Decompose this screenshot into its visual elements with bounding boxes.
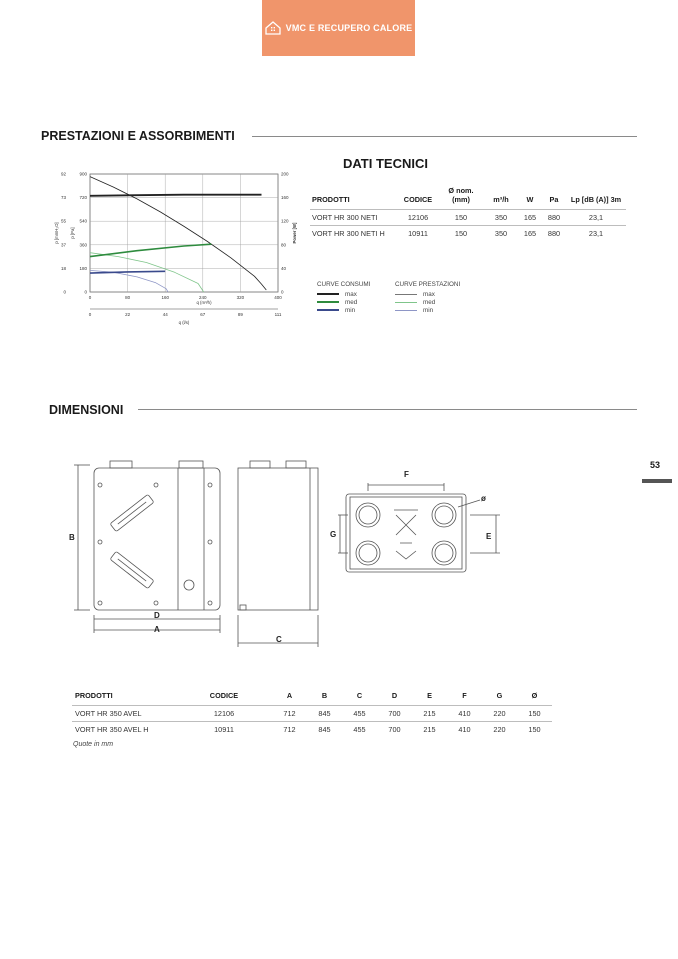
- y-tick-label: 180: [79, 265, 87, 271]
- x-tick-label: 240: [199, 295, 207, 300]
- y-tick-label: 0: [84, 289, 87, 295]
- x2-tick-label: 67: [200, 312, 206, 317]
- y-right-tick-label: 160: [281, 195, 289, 201]
- legend-item: max: [395, 290, 460, 298]
- table-header: D: [391, 691, 398, 700]
- x2-tick-label: 22: [125, 312, 131, 317]
- logo-mark: [184, 580, 194, 590]
- table-header-row: [72, 688, 552, 706]
- y-right-tick-label: 80: [281, 242, 287, 248]
- table-header: A: [286, 691, 293, 700]
- table-row: VORT HR 300 NETI 12106 150 350 165 880 23,1: [310, 210, 626, 226]
- table-header: m³/h: [493, 195, 509, 204]
- dim-label-phi: ø: [481, 494, 486, 503]
- y2-tick-label: 92: [60, 171, 66, 177]
- dim-label-a: A: [154, 625, 160, 634]
- dim-label-d: D: [154, 611, 160, 620]
- dimensions-title-rule: [138, 409, 637, 410]
- table-header-row: [310, 183, 626, 210]
- y-right-tick-label: 0: [281, 289, 284, 295]
- table-row: VORT HR 300 NETI H 10911 150 350 165 880 23,1: [310, 226, 626, 242]
- legend-item: min: [317, 306, 370, 314]
- dati-tecnici-table: [310, 183, 626, 241]
- x2-tick-label: 44: [162, 312, 168, 317]
- dim-label-f: F: [404, 470, 409, 479]
- y2-tick-label: 0: [63, 289, 66, 295]
- table-header: PRODOTTI: [312, 195, 350, 204]
- legend-item: med: [395, 298, 460, 306]
- top-view-body: [346, 494, 466, 572]
- legend-prestazioni: [395, 281, 460, 314]
- table-header: CODICE: [209, 691, 239, 700]
- table-header: Lp [dB (A)] 3m: [570, 195, 622, 204]
- series-line-max-power: [90, 195, 262, 196]
- table-header: Pa: [549, 195, 559, 204]
- table-header: W: [526, 195, 534, 204]
- legend-item: min: [395, 306, 460, 314]
- plot-frame: [90, 174, 278, 292]
- y-tick-label: 360: [79, 242, 87, 248]
- legend-prestazioni-title: CURVE PRESTAZIONI: [395, 281, 461, 288]
- category-tab-label: VMC E RECUPERO CALORE: [285, 23, 413, 33]
- table-header: PRODOTTI: [75, 691, 113, 700]
- dimension-drawing: [60, 455, 510, 650]
- table-header: G: [496, 691, 503, 700]
- y2-axis-label: p [mmH₂O]: [54, 222, 59, 244]
- dim-label-e: E: [486, 532, 492, 541]
- y-right-axis-label: Power [W]: [292, 222, 297, 244]
- front-view-body: [94, 468, 220, 610]
- x-tick-label: 0: [88, 295, 92, 300]
- legend-item: med: [317, 298, 370, 306]
- dimensions-section-title: DIMENSIONI: [49, 403, 124, 417]
- x-tick-label: 80: [125, 295, 131, 300]
- performance-title-rule: [252, 136, 637, 137]
- y-tick-label: 900: [79, 171, 87, 177]
- dim-label-b: B: [69, 533, 75, 542]
- side-view-body: [238, 468, 318, 610]
- x2-tick-label: 111: [274, 312, 282, 317]
- table-header: Ø nom. (mm): [448, 186, 474, 204]
- y-right-tick-label: 40: [281, 265, 287, 271]
- table-header: E: [427, 691, 432, 700]
- category-tab: [262, 0, 415, 56]
- y-tick-label: 540: [79, 218, 87, 224]
- series-line-med-power: [90, 244, 211, 256]
- dim-label-g: G: [330, 530, 337, 539]
- legend-item: max: [317, 290, 370, 298]
- x-tick-label: 320: [236, 295, 245, 300]
- dati-tecnici-title: DATI TECNICI: [343, 156, 428, 171]
- y2-tick-label: 55: [60, 218, 66, 224]
- legend-consumi-title: CURVE CONSUMI: [317, 281, 371, 288]
- table-header: CODICE: [403, 195, 433, 204]
- y2-tick-label: 37: [60, 242, 66, 248]
- x-tick-label: 400: [274, 295, 282, 300]
- y2-tick-label: 73: [60, 195, 66, 201]
- x2-tick-label: 89: [237, 312, 243, 317]
- x-tick-label: 160: [161, 295, 169, 300]
- table-header: Ø: [531, 691, 538, 700]
- series-line-min-pressure: [90, 270, 168, 292]
- x-axis-label: q (m³/h): [196, 300, 212, 305]
- table-header: B: [321, 691, 328, 700]
- performance-chart: [48, 166, 298, 331]
- table-row: VORT HR 350 AVEL H 10911 712 845 455 700 215 410 220 150: [72, 722, 552, 738]
- units-note: Quote in mm: [73, 741, 114, 748]
- page-number-bar: [642, 479, 672, 483]
- dimensions-table: [72, 688, 552, 737]
- house-icon: [265, 21, 281, 35]
- legend-consumi: [317, 281, 370, 314]
- x2-axis-label: q (l/s): [178, 320, 190, 325]
- y2-tick-label: 18: [60, 265, 66, 271]
- y-axis-label: p [Pa]: [70, 227, 75, 239]
- y-right-tick-label: 120: [281, 218, 289, 224]
- table-header: C: [356, 691, 363, 700]
- table-row: VORT HR 350 AVEL 12106 712 845 455 700 215 410 220 150: [72, 706, 552, 722]
- performance-section-title: PRESTAZIONI E ASSORBIMENTI: [41, 129, 235, 143]
- table-header: F: [462, 691, 467, 700]
- y-right-tick-label: 200: [281, 171, 289, 177]
- x2-tick-label: 0: [88, 312, 92, 317]
- page-number: 53: [650, 460, 661, 470]
- y-tick-label: 720: [79, 195, 87, 201]
- dim-label-c: C: [276, 635, 282, 644]
